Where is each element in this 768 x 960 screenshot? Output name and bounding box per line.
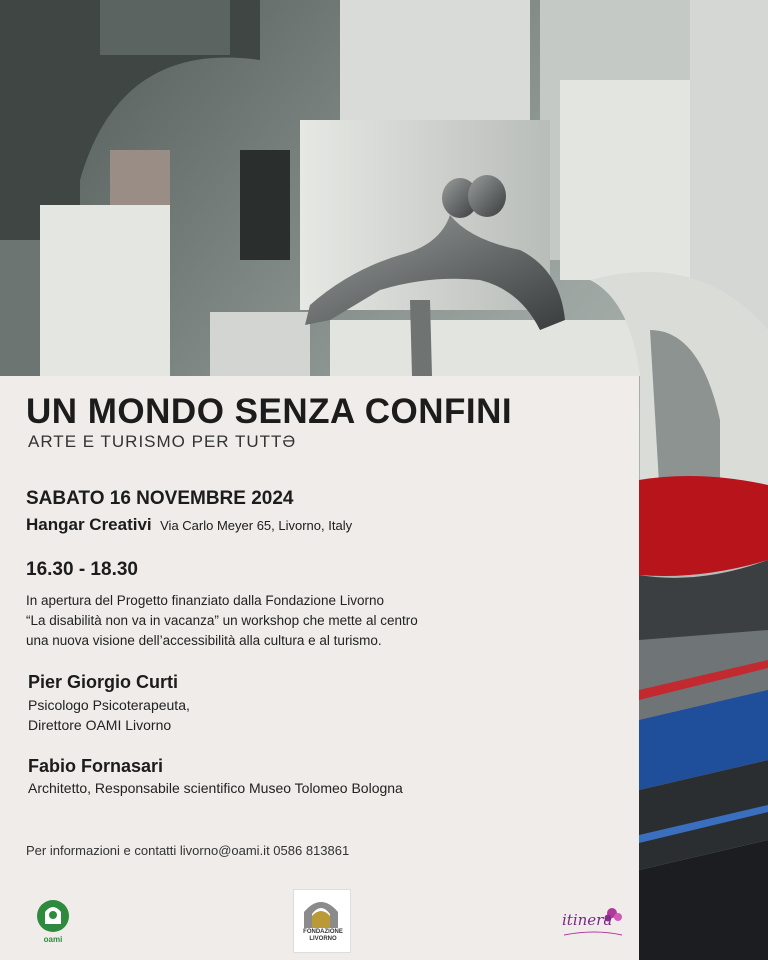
info-panel (0, 376, 639, 960)
speaker-name-2: Fabio Fornasari (28, 756, 164, 776)
oami-logo (33, 898, 73, 944)
event-time: 16.30 - 18.30 (26, 559, 138, 580)
description-line: una nuova visione dell’accessibilità alla cultura e al turismo. (26, 633, 382, 648)
speaker-role-1 (28, 695, 190, 735)
event-venue (26, 515, 352, 535)
fondazione-livorno-logo (293, 889, 351, 953)
event-subtitle: ARTE E TURISMO PER TUTTƏ (28, 432, 297, 451)
speaker-name-1: Pier Giorgio Curti (28, 672, 179, 692)
description-line: In apertura del Progetto finanziato dalla Fondazione Livorno (26, 593, 384, 608)
speaker-role-line: Psicologo Psicoterapeuta, (28, 697, 190, 713)
arch-icon (302, 896, 340, 928)
speaker-role-2 (28, 778, 403, 798)
description-line: “La disabilità non va in vacanza” un workshop che mette al centro (26, 613, 418, 628)
event-description (26, 591, 586, 651)
event-title: UN MONDO SENZA CONFINI (26, 392, 513, 431)
svg-text:oami: oami (43, 935, 63, 944)
venue-address: Via Carlo Meyer 65, Livorno, Italy (160, 518, 353, 533)
speaker-role-line: Architetto, Responsabile scientifico Museo Tolomeo Bologna (28, 780, 403, 796)
itinera-logo-text: itinera (562, 911, 613, 929)
contact-info: Per informazioni e contatti livorno@oami.it 0586 813861 (26, 843, 350, 858)
event-date: SABATO 16 NOVEMBRE 2024 (26, 488, 294, 509)
fondazione-logo-text: FONDAZIONE LIVORNO (303, 929, 343, 942)
venue-name: Hangar Creativi (26, 515, 152, 534)
speaker-role-line: Direttore OAMI Livorno (28, 717, 172, 733)
